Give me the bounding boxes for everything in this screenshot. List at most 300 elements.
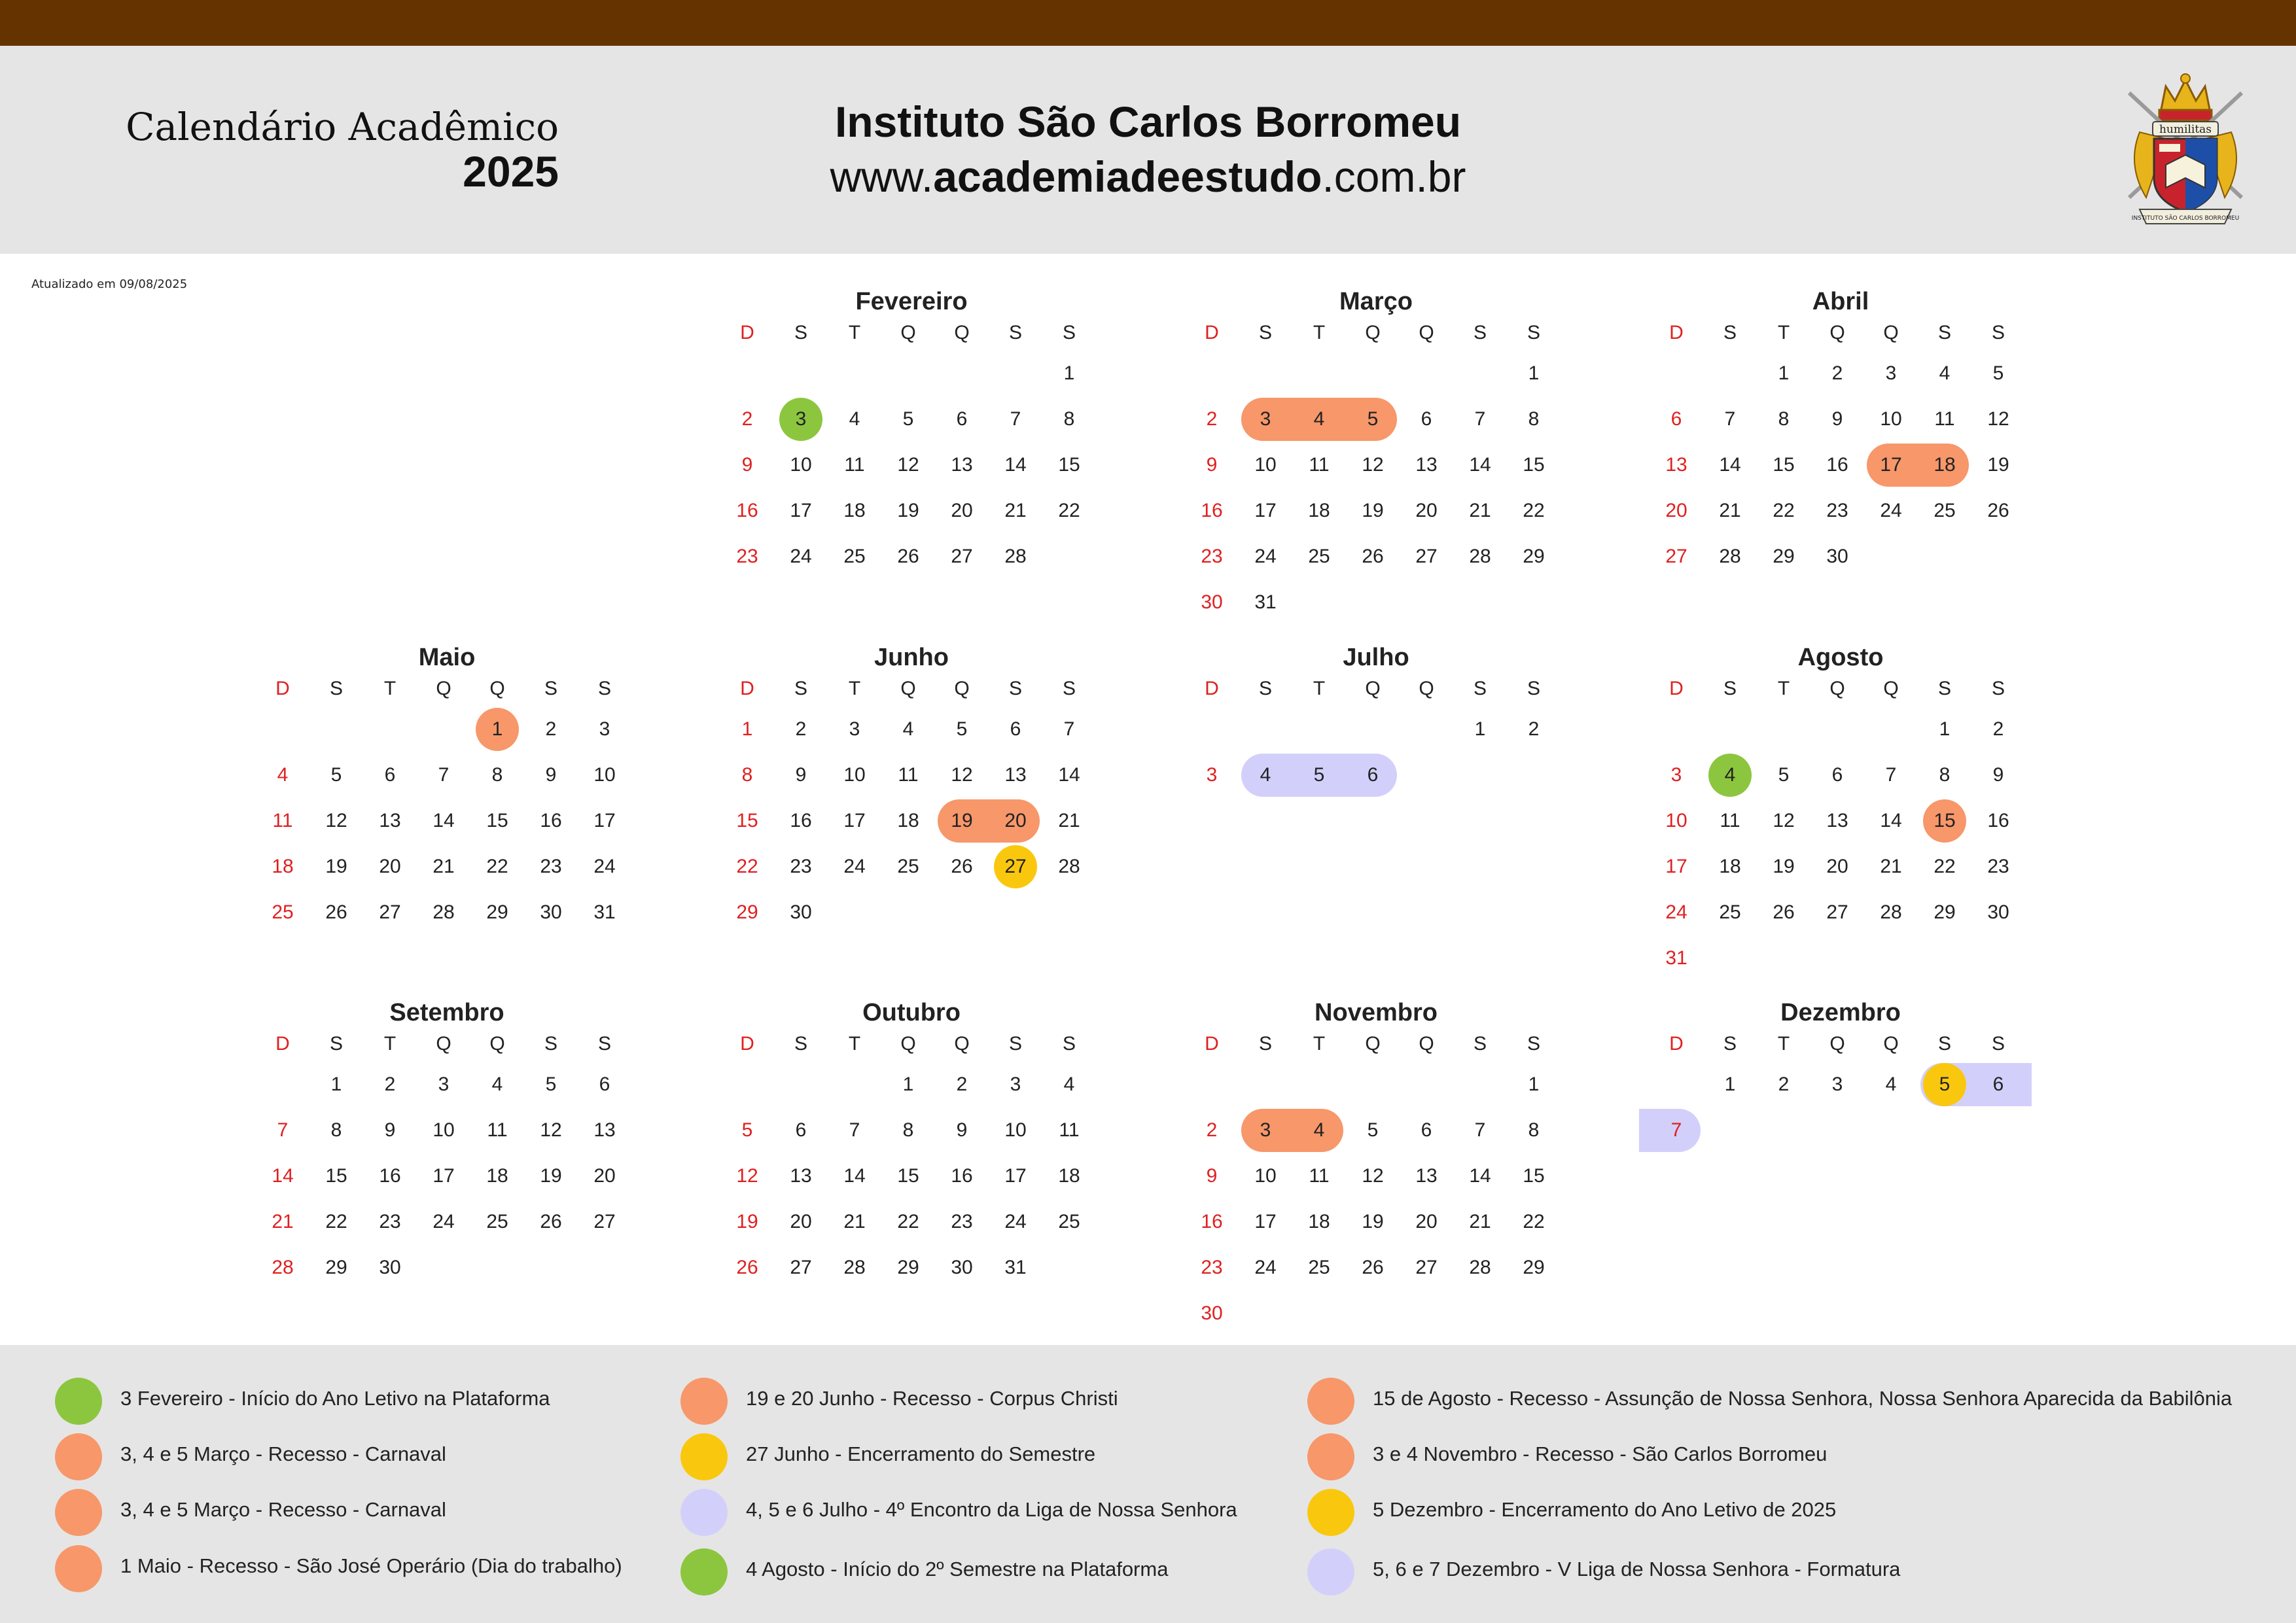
weekday-header: D [1669,322,1684,343]
day-cell: 6 [1421,408,1432,430]
crest-motto: humilitas [2159,123,2212,136]
day-cell: 3 [1260,1119,1271,1141]
legend-color-dot [55,1378,102,1425]
url-prefix: www. [830,152,934,201]
day-cell: 24 [1880,500,1902,521]
day-cell: 28 [1058,856,1080,877]
day-cell: 29 [1773,546,1795,567]
day-cell: 27 [1826,901,1848,923]
weekday-header: Q [1365,1033,1381,1055]
day-cell: 13 [951,454,973,476]
day-cell: 10 [1004,1119,1027,1141]
weekday-header: Q [1829,322,1845,343]
legend-text: 4 Agosto - Início do 2º Semestre na Plataforma [746,1558,1169,1580]
day-cell: 26 [1987,500,2009,521]
day-cell: 1 [1528,362,1540,384]
day-cell: 12 [1362,1165,1384,1187]
weekday-header: D [740,1033,754,1055]
day-cell: 19 [1987,454,2009,476]
day-cell: 6 [956,408,968,430]
weekday-header: T [383,678,397,699]
day-cell: 8 [1939,764,1951,786]
day-cell: 25 [843,546,866,567]
day-cell: 13 [1004,764,1027,786]
day-cell: 9 [1992,764,2004,786]
day-cell: 12 [325,810,347,831]
day-cell: 7 [1063,718,1075,740]
day-cell: 25 [1308,546,1330,567]
day-cell: 24 [593,856,616,877]
day-cell: 10 [1880,408,1902,430]
day-cell: 22 [897,1211,919,1232]
day-cell: 3 [1885,362,1897,384]
day-cell: 6 [384,764,396,786]
day-cell: 10 [1254,1165,1277,1187]
day-cell: 8 [1063,408,1075,430]
day-cell: 25 [897,856,919,877]
day-cell: 24 [1665,901,1687,923]
legend-color-dot [680,1378,728,1425]
weekday-header: S [1473,322,1487,343]
legend-color-dot [55,1489,102,1536]
month-agosto [1644,644,2037,1049]
weekday-header: S [1062,322,1076,343]
day-cell: 2 [384,1073,396,1095]
day-cell: 28 [1719,546,1741,567]
day-cell: 16 [790,810,812,831]
weekday-header: T [848,322,861,343]
day-cell: 15 [1934,810,1956,831]
day-cell: 17 [433,1165,455,1187]
month-setembro [251,999,643,1405]
day-cell: 19 [1362,500,1384,521]
day-cell: 24 [843,856,866,877]
day-cell: 18 [1308,500,1330,521]
day-cell: 2 [1206,1119,1218,1141]
day-cell: 25 [1934,500,1956,521]
day-cell: 4 [1313,408,1325,430]
day-cell: 30 [790,901,812,923]
day-cell: 2 [795,718,807,740]
day-cell: 22 [1523,1211,1545,1232]
day-cell: 9 [1206,1165,1218,1187]
updated-date: Atualizado em 09/08/2025 [31,277,188,291]
day-cell: 20 [1826,856,1848,877]
day-cell: 4 [1260,764,1271,786]
day-cell: 10 [843,764,866,786]
day-cell: 23 [1987,856,2009,877]
day-cell: 25 [486,1211,508,1232]
day-cell: 17 [1254,1211,1277,1232]
day-cell: 29 [1523,546,1545,567]
month-name: Março [1339,288,1413,315]
day-cell: 9 [545,764,557,786]
day-cell: 26 [1773,901,1795,923]
day-cell: 4 [1885,1073,1897,1095]
day-cell: 18 [486,1165,508,1187]
day-cell: 16 [379,1165,401,1187]
day-cell: 6 [1831,764,1843,786]
day-cell: 8 [330,1119,342,1141]
day-cell: 5 [1778,764,1790,786]
day-cell: 6 [1992,1073,2004,1095]
day-cell: 31 [593,901,616,923]
legend-text: 4, 5 e 6 Julho - 4º Encontro da Liga de Nossa Senhora [746,1498,1237,1521]
day-cell: 5 [1367,1119,1379,1141]
day-cell: 11 [1934,408,1955,430]
legend-text: 1 Maio - Recesso - São José Operário (Dia do trabalho) [120,1554,622,1577]
day-cell: 30 [1826,546,1848,567]
day-cell: 15 [1058,454,1080,476]
day-cell: 14 [843,1165,866,1187]
day-cell: 28 [1004,546,1027,567]
day-cell: 4 [1939,362,1951,384]
weekday-header: T [1313,322,1326,343]
day-cell: 23 [790,856,812,877]
weekday-header: Q [1829,678,1845,699]
month-junho [715,644,1108,1049]
weekday-header: Q [1883,1033,1899,1055]
day-cell: 21 [843,1211,866,1232]
day-cell: 2 [1778,1073,1790,1095]
day-cell: 1 [1474,718,1486,740]
day-cell: 12 [1773,810,1795,831]
day-cell: 7 [277,1119,289,1141]
day-cell: 27 [379,901,401,923]
day-cell: 4 [491,1073,503,1095]
day-cell: 14 [272,1165,294,1187]
day-cell: 17 [1665,856,1687,877]
day-cell: 12 [897,454,919,476]
day-cell: 3 [599,718,610,740]
month-julho [1180,644,1572,1049]
calendar-title: Calendário Acadêmico [126,105,559,149]
month-abril [1644,288,2037,693]
day-cell: 21 [1880,856,1902,877]
legend-color-dot [55,1433,102,1480]
day-cell: 3 [1206,764,1218,786]
day-cell: 1 [1528,1073,1540,1095]
day-cell: 30 [1201,591,1223,613]
day-cell: 29 [1523,1257,1545,1278]
day-cell: 17 [843,810,866,831]
day-cell: 9 [741,454,753,476]
legend-color-dot [1307,1548,1354,1596]
day-cell: 11 [898,764,919,786]
day-cell: 22 [486,856,508,877]
day-cell: 13 [379,810,401,831]
day-cell: 4 [902,718,914,740]
day-cell: 26 [1362,546,1384,567]
weekday-header: T [848,1033,861,1055]
day-cell: 7 [1670,1119,1682,1141]
day-cell: 1 [1778,362,1790,384]
legend-text: 27 Junho - Encerramento do Semestre [746,1442,1096,1465]
day-cell: 14 [1058,764,1080,786]
month-fevereiro [715,288,1108,693]
day-cell: 26 [540,1211,562,1232]
day-cell: 29 [736,901,758,923]
weekday-header: S [1723,322,1737,343]
month-name: Abril [1812,288,1869,315]
weekday-header: S [1473,1033,1487,1055]
day-cell: 1 [1063,362,1075,384]
day-cell: 12 [736,1165,758,1187]
weekday-header: S [1937,1033,1951,1055]
day-cell: 23 [540,856,562,877]
weekday-header: T [1777,678,1790,699]
day-cell: 22 [1773,500,1795,521]
day-cell: 23 [1201,1257,1223,1278]
day-cell: 9 [1206,454,1218,476]
day-cell: 22 [736,856,758,877]
weekday-header: Q [954,678,970,699]
day-cell: 23 [951,1211,973,1232]
legend-color-dot [680,1489,728,1536]
day-cell: 12 [1362,454,1384,476]
legend-color-dot [1307,1489,1354,1536]
day-cell: 18 [843,500,866,521]
day-cell: 3 [849,718,860,740]
weekday-header: Q [900,1033,916,1055]
day-cell: 16 [951,1165,973,1187]
day-cell: 22 [1058,500,1080,521]
legend-text: 3 Fevereiro - Início do Ano Letivo na Plataforma [120,1387,550,1410]
day-cell: 2 [1206,408,1218,430]
day-cell: 11 [844,454,865,476]
day-cell: 18 [1058,1165,1080,1187]
weekday-header: S [1062,678,1076,699]
weekday-header: S [1991,322,2005,343]
weekday-header: S [1723,678,1737,699]
day-cell: 17 [593,810,616,831]
weekday-header: T [1313,678,1326,699]
legend-text: 3, 4 e 5 Março - Recesso - Carnaval [120,1442,446,1465]
day-cell: 5 [330,764,342,786]
day-cell: 31 [1004,1257,1027,1278]
day-cell: 6 [1010,718,1021,740]
legend-color-dot [1307,1433,1354,1480]
day-cell: 7 [1885,764,1897,786]
day-cell: 25 [1058,1211,1080,1232]
day-cell: 29 [1934,901,1956,923]
day-cell: 19 [951,810,973,831]
day-cell: 17 [790,500,812,521]
day-cell: 1 [902,1073,914,1095]
weekday-header: Q [1829,1033,1845,1055]
month-name: Fevereiro [855,288,968,315]
day-cell: 20 [379,856,401,877]
weekday-header: D [275,1033,290,1055]
legend-text: 15 de Agosto - Recesso - Assunção de Nossa Senhora, Nossa Senhora Aparecida da Babilônia [1373,1387,2233,1410]
day-cell: 21 [1469,500,1491,521]
weekday-header: T [848,678,861,699]
day-cell: 27 [1415,1257,1438,1278]
day-cell: 26 [736,1257,758,1278]
weekday-header: Q [489,678,505,699]
day-cell: 24 [1254,546,1277,567]
month-novembro [1180,999,1572,1405]
day-cell: 21 [272,1211,294,1232]
day-cell: 14 [1469,1165,1491,1187]
day-cell: 14 [1469,454,1491,476]
weekday-header: Q [1365,322,1381,343]
weekday-header: Q [954,1033,970,1055]
weekday-header: T [1313,1033,1326,1055]
day-cell: 24 [433,1211,455,1232]
day-cell: 26 [325,901,347,923]
day-cell: 9 [795,764,807,786]
day-cell: 15 [1773,454,1795,476]
weekday-header: D [275,678,290,699]
day-cell: 18 [897,810,919,831]
month-name: Agosto [1797,644,1884,671]
day-cell: 7 [849,1119,860,1141]
day-cell: 16 [736,500,758,521]
month-name: Julho [1343,644,1409,671]
crest-ribbon: INSTITUTO SÃO CARLOS BORROMEU [2131,215,2240,222]
day-cell: 2 [1992,718,2004,740]
day-cell: 29 [486,901,508,923]
day-cell: 5 [1939,1073,1951,1095]
weekday-header: Q [900,322,916,343]
month-name: Dezembro [1780,999,1901,1026]
day-cell: 14 [1880,810,1902,831]
weekday-header: S [329,1033,343,1055]
weekday-header: Q [1365,678,1381,699]
website-url[interactable] [0,152,2296,201]
day-cell: 28 [1469,546,1491,567]
weekday-header: S [544,678,557,699]
day-cell: 19 [736,1211,758,1232]
day-cell: 17 [1004,1165,1027,1187]
month-outubro [715,999,1108,1405]
day-cell: 8 [1528,408,1540,430]
day-cell: 27 [1665,546,1687,567]
institute-name: Instituto São Carlos Borromeu [834,97,1462,146]
day-cell: 30 [1987,901,2009,923]
day-cell: 14 [433,810,455,831]
header [0,46,2296,254]
day-cell: 9 [956,1119,968,1141]
weekday-header: S [329,678,343,699]
day-cell: 18 [1934,454,1956,476]
day-cell: 19 [897,500,919,521]
weekday-header: D [1669,1033,1684,1055]
day-cell: 21 [1058,810,1080,831]
day-cell: 3 [1260,408,1271,430]
day-cell: 31 [1254,591,1277,613]
day-cell: 29 [897,1257,919,1278]
day-cell: 13 [593,1119,616,1141]
day-cell: 11 [1059,1119,1080,1141]
day-cell: 13 [1665,454,1687,476]
day-cell: 22 [325,1211,347,1232]
url-main: academiadeestudo [933,152,1322,201]
legend-color-dot [680,1433,728,1480]
day-cell: 11 [1720,810,1740,831]
weekday-header: S [1473,678,1487,699]
day-cell: 22 [1934,856,1956,877]
weekday-header: S [1937,678,1951,699]
day-cell: 13 [1415,1165,1438,1187]
weekday-header: Q [1419,1033,1434,1055]
weekday-header: S [1723,1033,1737,1055]
day-cell: 14 [1719,454,1741,476]
day-cell: 10 [433,1119,455,1141]
day-cell: 9 [1831,408,1843,430]
day-cell: 19 [325,856,347,877]
weekday-header: Q [436,678,451,699]
day-cell: 18 [272,856,294,877]
month-dezembro [1644,999,2037,1405]
day-cell: 30 [951,1257,973,1278]
weekday-header: S [1527,678,1540,699]
day-cell: 14 [1004,454,1027,476]
weekday-header: Q [436,1033,451,1055]
day-cell: 2 [1528,718,1540,740]
day-cell: 7 [1010,408,1021,430]
day-cell: 24 [1254,1257,1277,1278]
day-cell: 8 [741,764,753,786]
month-maio [251,644,643,1049]
legend-text: 3 e 4 Novembro - Recesso - São Carlos Borromeu [1373,1442,1828,1465]
legend-text: 19 e 20 Junho - Recesso - Corpus Christi [746,1387,1118,1410]
day-cell: 21 [433,856,455,877]
weekday-header: T [1777,1033,1790,1055]
day-cell: 20 [1415,500,1438,521]
weekday-header: S [1258,322,1272,343]
weekday-header: D [1669,678,1684,699]
day-cell: 10 [593,764,616,786]
day-cell: 6 [795,1119,807,1141]
day-cell: 3 [438,1073,450,1095]
day-cell: 23 [736,546,758,567]
day-cell: 1 [741,718,753,740]
weekday-header: S [1991,1033,2005,1055]
day-cell: 4 [849,408,860,430]
day-cell: 17 [1254,500,1277,521]
day-cell: 15 [486,810,508,831]
day-cell: 19 [1362,1211,1384,1232]
day-cell: 26 [951,856,973,877]
day-cell: 28 [843,1257,866,1278]
day-cell: 8 [1528,1119,1540,1141]
month-name: Maio [418,644,476,671]
weekday-header: S [1991,678,2005,699]
weekday-header: D [1205,1033,1219,1055]
day-cell: 31 [1665,947,1687,969]
day-cell: 13 [1415,454,1438,476]
day-cell: 8 [491,764,503,786]
weekday-header: S [597,678,611,699]
calendar-year: 2025 [463,147,559,196]
day-cell: 1 [330,1073,342,1095]
day-cell: 26 [1362,1257,1384,1278]
day-cell: 27 [1004,856,1027,877]
weekday-header: S [794,1033,807,1055]
day-cell: 11 [272,810,293,831]
day-cell: 30 [379,1257,401,1278]
day-cell: 16 [1826,454,1848,476]
day-cell: 20 [951,500,973,521]
legend-text: 5 Dezembro - Encerramento do Ano Letivo de 2025 [1373,1498,1837,1521]
weekday-header: S [597,1033,611,1055]
day-cell: 28 [433,901,455,923]
day-cell: 27 [1415,546,1438,567]
weekday-header: D [740,322,754,343]
day-cell: 17 [1880,454,1902,476]
